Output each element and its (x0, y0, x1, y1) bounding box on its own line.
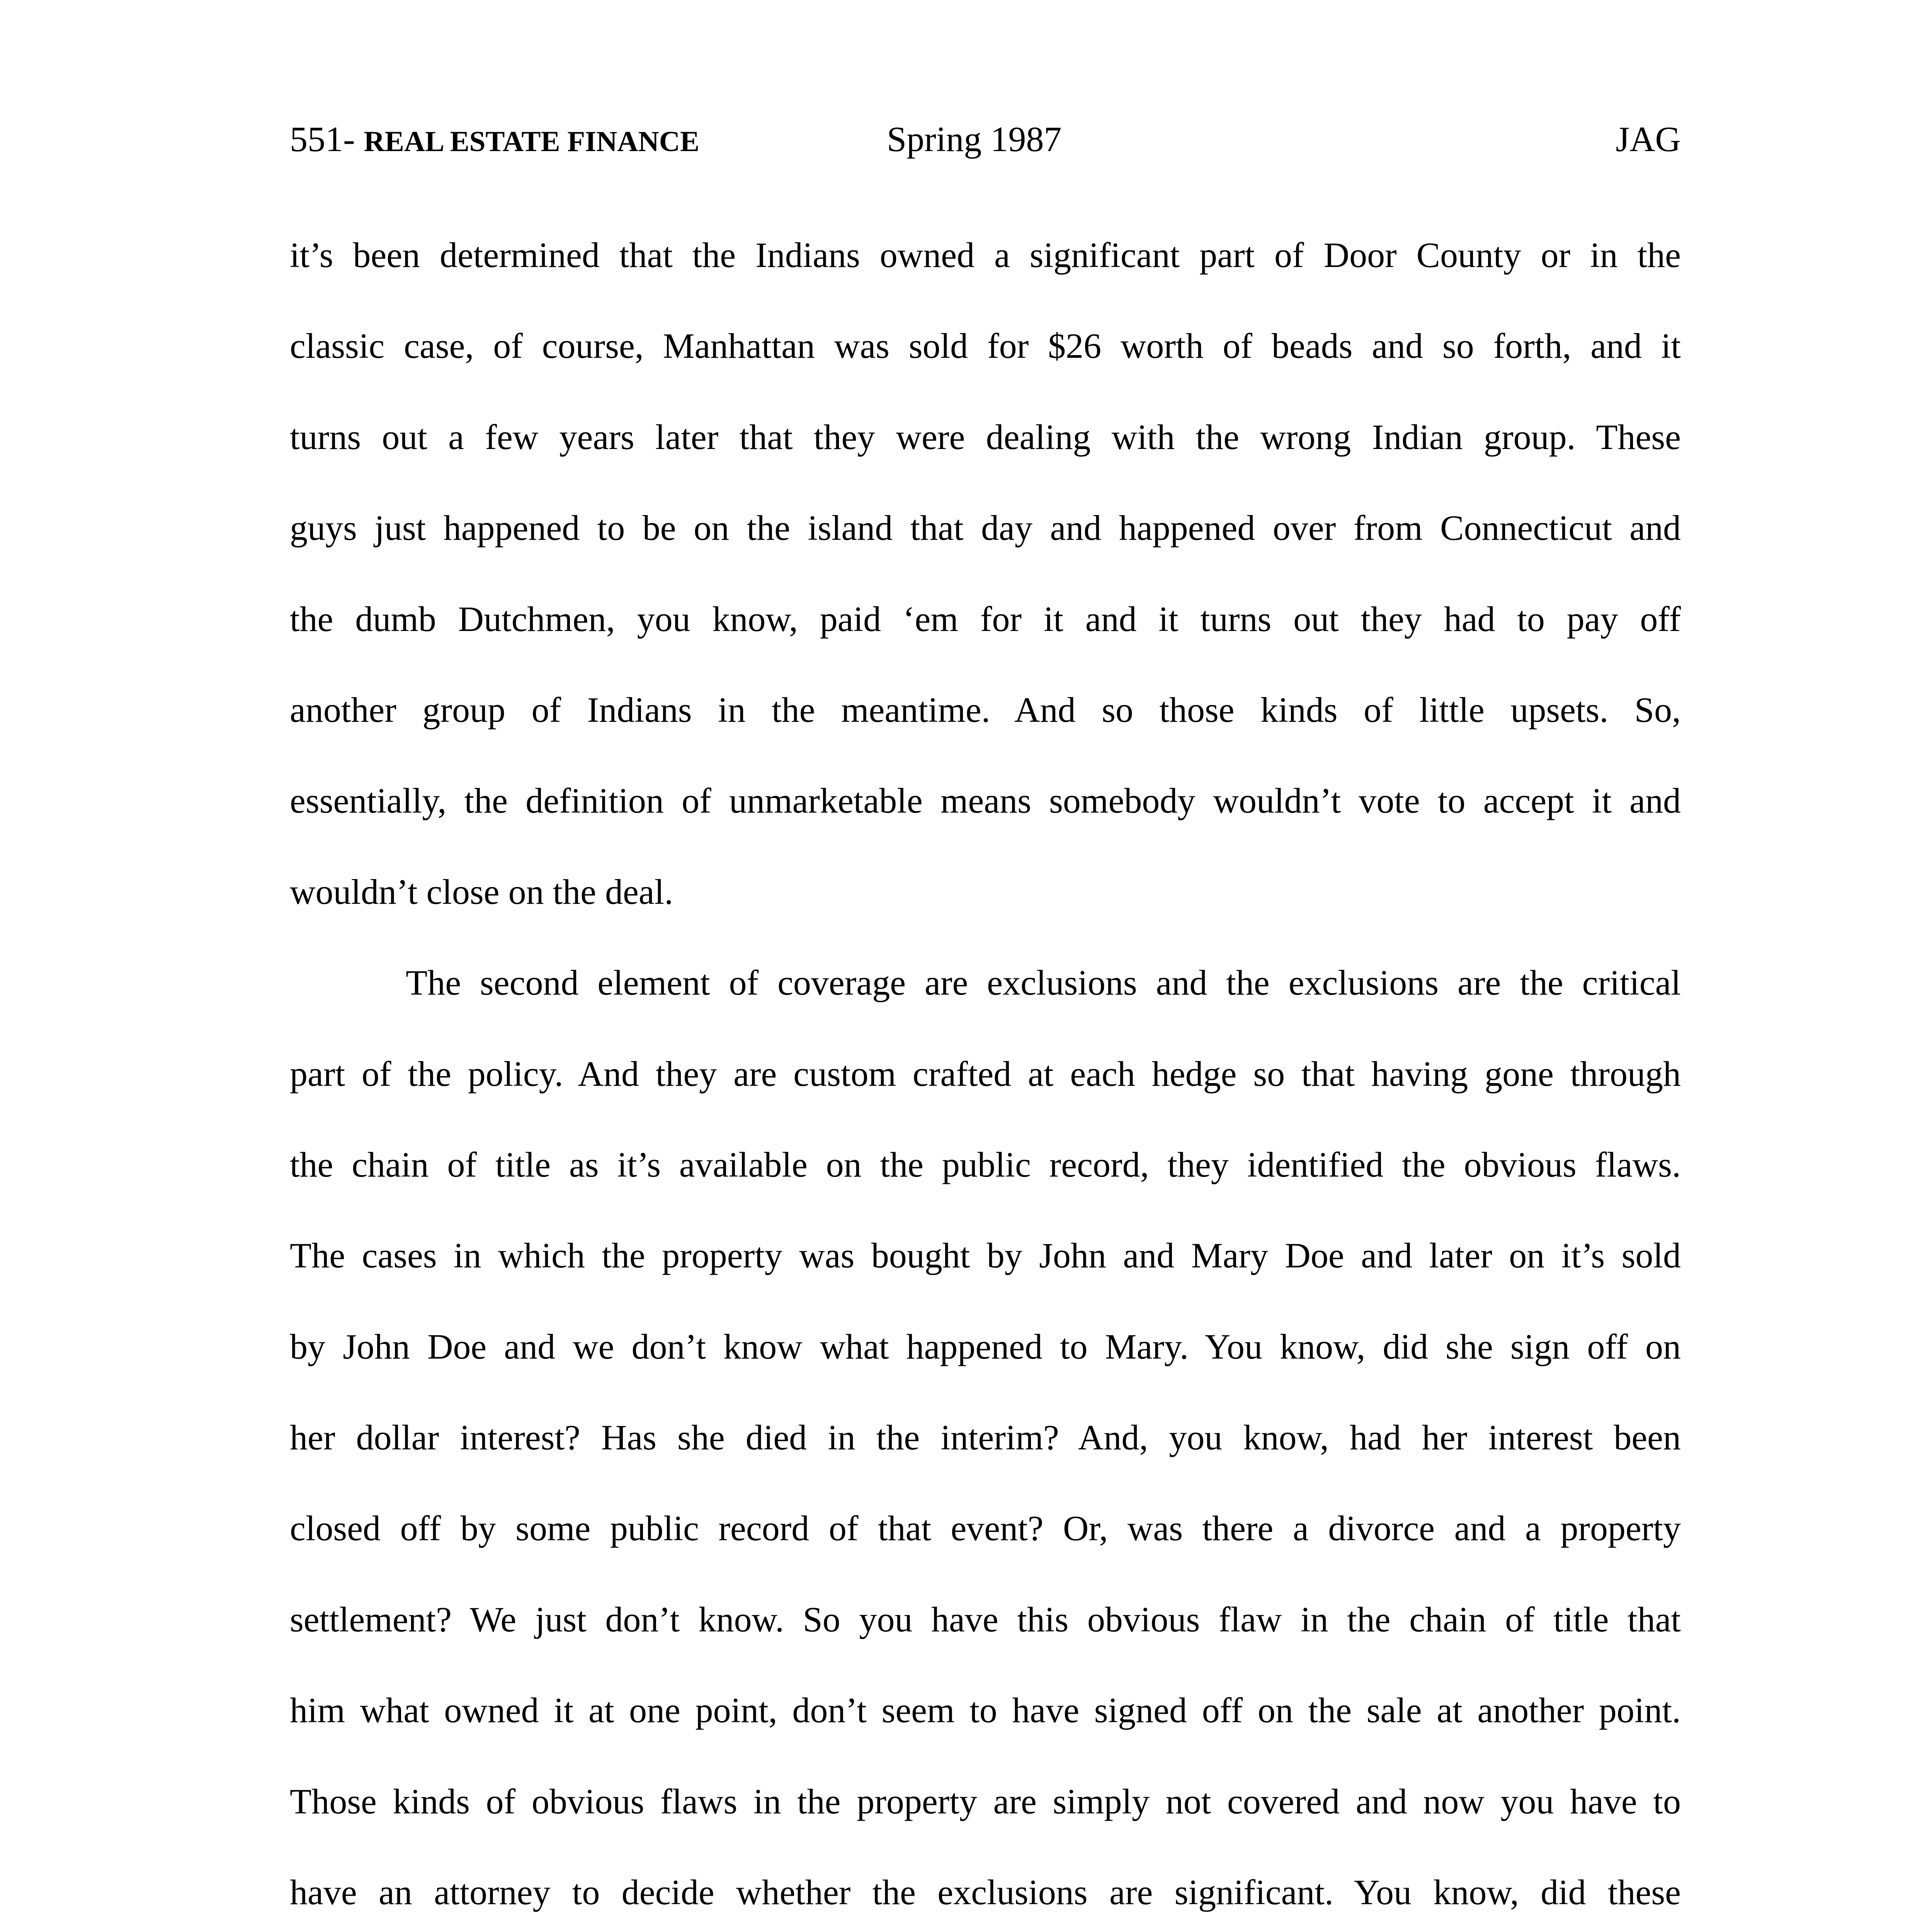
text-line: her dollar interest? Has she died in the interim? And, you know, had her interest been (290, 1418, 1681, 1458)
text-line: turns out a few years later that they were dealing with the wrong Indian group. These (290, 417, 1681, 457)
text-line: The cases in which the property was bought by John and Mary Doe and later on it’s sold (290, 1236, 1681, 1276)
paragraph-first-line: The second element of coverage are exclusions and the exclusions are the critical (406, 963, 1681, 1003)
text-line: by John Doe and we don’t know what happened to Mary. You know, did she sign off on (290, 1327, 1681, 1366)
page-header (290, 112, 1681, 166)
text-line: another group of Indians in the meantime. And so those kinds of little upsets. So, (290, 690, 1681, 730)
text-line: the dumb Dutchmen, you know, paid ‘em for it and it turns out they had to pay off (290, 599, 1681, 639)
text-line: settlement? We just don’t know. So you have this obvious flaw in the chain of title that (290, 1599, 1681, 1639)
term-label: Spring 1987 (887, 119, 1062, 159)
text-line: him what owned it at one point, don’t seem to have signed off on the sale at another point. (290, 1690, 1681, 1730)
text-line: it’s been determined that the Indians owned a significant part of Door County or in the (290, 235, 1681, 275)
author-initials: JAG (1616, 119, 1681, 159)
text-line: have an attorney to decide whether the exclusions are significant. You know, did these (290, 1872, 1681, 1912)
text-line: essentially, the definition of unmarketable means somebody wouldn’t vote to accept it and (290, 781, 1681, 821)
course-name: REAL ESTATE FINANCE (364, 126, 699, 158)
text-line: closed off by some public record of that event? Or, was there a divorce and a property (290, 1509, 1681, 1548)
text-line: part of the policy. And they are custom crafted at each hedge so that having gone through (290, 1054, 1681, 1094)
transcript-body (290, 228, 1681, 1932)
text-line: the chain of title as it’s available on the public record, they identified the obvious flaws. (290, 1145, 1681, 1184)
course-number: 551- (290, 119, 355, 159)
text-line: guys just happened to be on the island that day and happened over from Connecticut and (290, 508, 1681, 548)
text-line: classic case, of course, Manhattan was sold for $26 worth of beads and so forth, and it (290, 326, 1681, 366)
text-line: Those kinds of obvious flaws in the property are simply not covered and now you have to (290, 1781, 1681, 1821)
text-line: wouldn’t close on the deal. (290, 872, 673, 912)
course-title (290, 112, 699, 169)
